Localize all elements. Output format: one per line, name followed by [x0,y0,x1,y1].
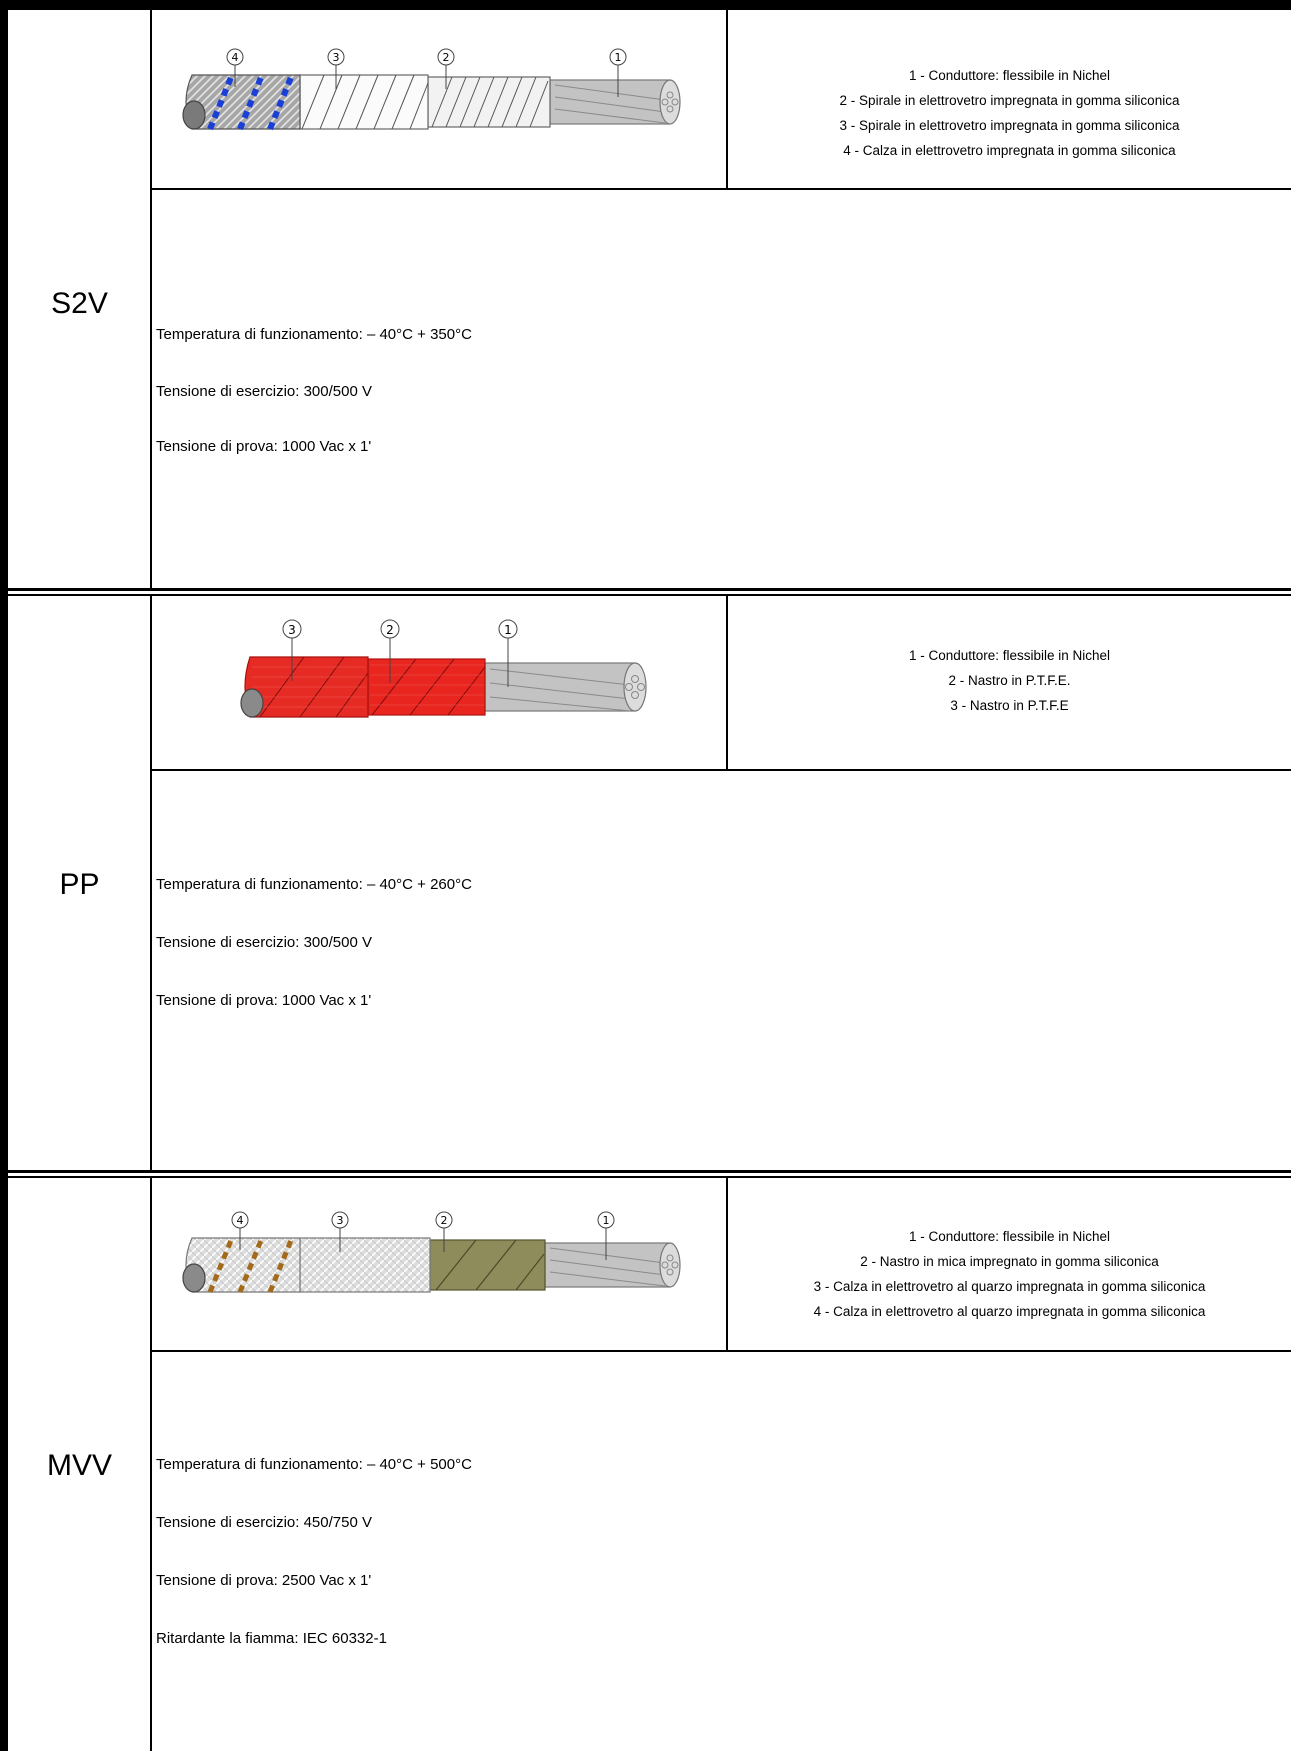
layer-legend [728,1224,1291,1324]
diagram-row-divider [150,1350,1291,1352]
cable-code: PP [59,868,100,901]
legend-item: 1 - Conduttore: flessibile in Nichel [908,68,1111,83]
spec-operating-voltage: Tensione di esercizio: 300/500 V [156,383,372,400]
legend-item: 4 - Calza in elettrovetro al quarzo impregnata in gomma siliconica [813,1304,1206,1319]
svg-text:4: 4 [231,51,239,64]
diagram-row-divider [150,188,1291,190]
legend-item: 1 - Conduttore: flessibile in Nichel [908,1229,1111,1244]
legend-item: 3 - Nastro in P.T.F.E [950,698,1069,713]
diagram-row-divider [150,769,1291,771]
cable-code: MVV [46,1449,112,1482]
layer-legend [728,63,1291,163]
legend-item: 2 - Spirale in elettrovetro impregnata in gomma siliconica [839,93,1180,108]
svg-text:2: 2 [386,623,394,637]
cable-diagram-s2v [180,45,700,145]
spec-temperature: Temperatura di funzionamento: – 40°C + 350°C [156,326,472,343]
mica-tape-layer-2 [430,1240,545,1290]
braid-layer-4 [183,75,300,129]
spec-operating-voltage: Tensione di esercizio: 450/750 V [156,1514,372,1531]
spec-test-voltage: Tensione di prova: 2500 Vac x 1' [156,1572,372,1589]
svg-text:1: 1 [504,623,512,637]
legend-item: 1 - Conduttore: flessibile in Nichel [908,648,1111,663]
svg-text:3: 3 [332,51,340,64]
spec-temperature: Temperatura di funzionamento: – 40°C + 500°C [156,1456,472,1473]
legend-item: 2 - Nastro in mica impregnato in gomma siliconica [860,1254,1159,1269]
braid-layer-4 [183,1238,300,1292]
top-border [0,0,1291,10]
svg-text:2: 2 [442,51,450,64]
legend-item: 4 - Calza in elettrovetro impregnata in gomma siliconica [843,143,1176,158]
svg-text:1: 1 [602,1214,610,1227]
left-border [0,0,8,1751]
svg-text:1: 1 [614,51,622,64]
tape-layer-3 [241,657,368,717]
conductor-layer [485,663,646,711]
conductor-layer [550,80,680,124]
cable-code: S2V [51,287,108,320]
cable-diagram-mvv [180,1208,700,1308]
spec-operating-voltage: Tensione di esercizio: 300/500 V [156,934,372,951]
svg-text:2: 2 [440,1214,448,1227]
svg-text:4: 4 [236,1214,244,1227]
spec-test-voltage: Tensione di prova: 1000 Vac x 1' [156,438,372,455]
spec-temperature: Temperatura di funzionamento: – 40°C + 260°C [156,876,472,893]
section-divider [8,1170,1291,1178]
spec-flame-retardant: Ritardante la fiamma: IEC 60332-1 [156,1630,387,1647]
braid-layer-3 [300,1238,430,1292]
cable-diagram-pp [240,615,660,735]
spiral-layer-3 [300,75,428,129]
legend-item: 3 - Calza in elettrovetro al quarzo impregnata in gomma siliconica [813,1279,1206,1294]
conductor-layer [545,1243,680,1287]
layer-legend [728,643,1291,718]
section-divider [8,588,1291,596]
legend-item: 3 - Spirale in elettrovetro impregnata in gomma siliconica [839,118,1180,133]
legend-item: 2 - Nastro in P.T.F.E. [948,673,1071,688]
tape-layer-2 [368,659,485,715]
svg-text:3: 3 [336,1214,344,1227]
svg-text:3: 3 [288,623,296,637]
spec-test-voltage: Tensione di prova: 1000 Vac x 1' [156,992,372,1009]
